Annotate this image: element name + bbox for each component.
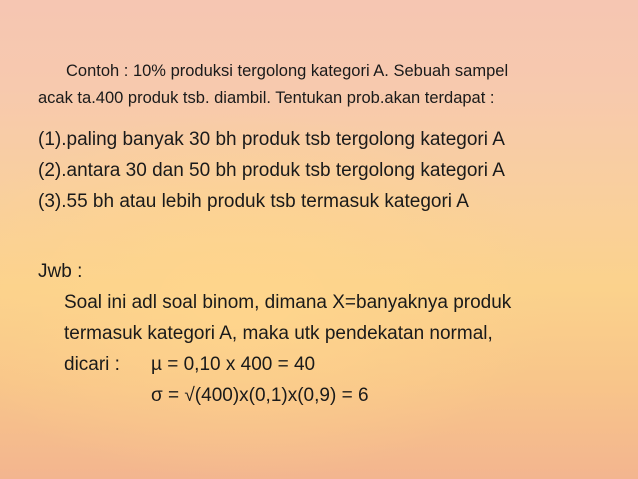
intro-line-1: Contoh : 10% produksi tergolong kategori A. Sebuah sampel <box>66 62 509 80</box>
mu-formula-row <box>38 349 628 380</box>
mu-formula: µ = 0,10 x 400 = 40 <box>151 354 316 375</box>
intro-text <box>38 58 618 112</box>
answer-heading: Jwb : <box>38 261 83 282</box>
question-item-3: (3).55 bh atau lebih produk tsb termasuk kategori A <box>38 191 469 212</box>
answer-line-2: termasuk kategori A, maka utk pendekatan normal, <box>64 323 493 344</box>
question-list <box>38 124 628 217</box>
question-item-1: (1).paling banyak 30 bh produk tsb tergolong kategori A <box>38 129 505 150</box>
search-label: dicari : <box>64 354 120 375</box>
question-item-2: (2).antara 30 dan 50 bh produk tsb tergolong kategori A <box>38 160 505 181</box>
sigma-formula: σ = √(400)x(0,1)x(0,9) = 6 <box>151 385 369 406</box>
answer-section <box>38 256 628 411</box>
answer-line-1: Soal ini adl soal binom, dimana X=banyaknya produk <box>64 292 512 313</box>
sigma-formula-row <box>38 380 628 411</box>
intro-line-2: acak ta.400 produk tsb. diambil. Tentukan prob.akan terdapat : <box>38 89 495 107</box>
